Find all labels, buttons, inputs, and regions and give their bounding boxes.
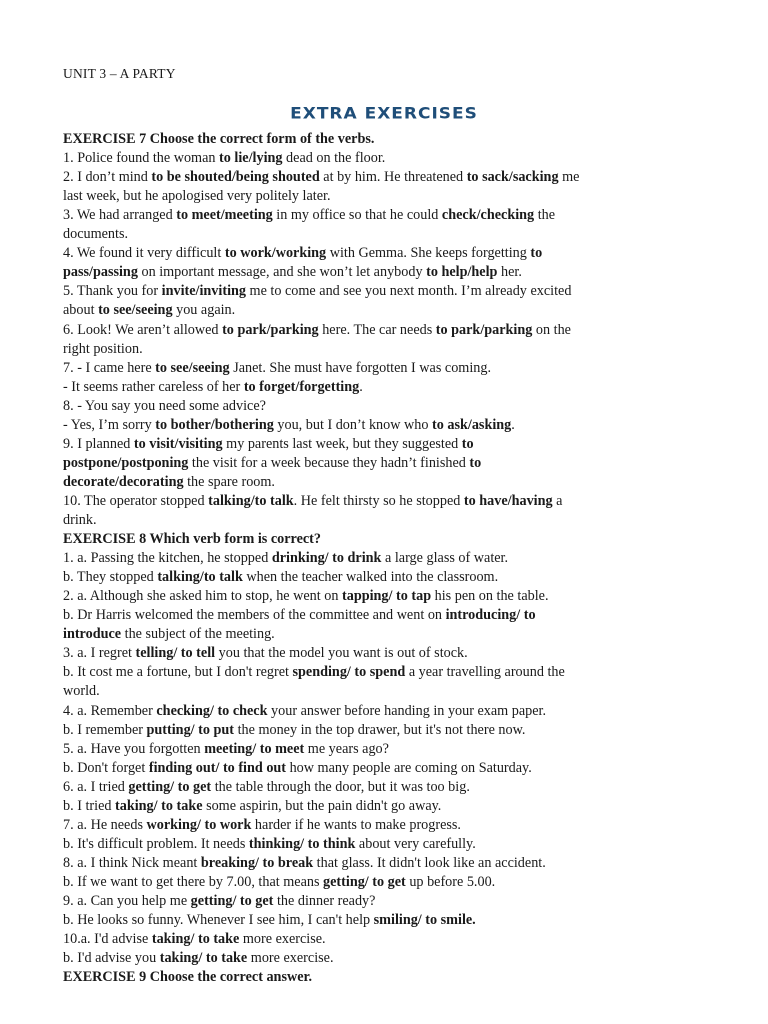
text-line	[63, 968, 312, 987]
bold-option: smiling/ to smile.	[373, 912, 476, 929]
text-run: a	[552, 492, 563, 509]
bold-option: check/checking	[441, 207, 535, 224]
text-run: up before 5.00.	[405, 873, 496, 890]
bold-option: tapping/ to tap	[342, 588, 432, 605]
bold-option: to work/working	[224, 245, 327, 262]
text-run: - Yes, I’m sorry	[63, 416, 156, 433]
text-line	[63, 206, 555, 225]
bold-option: getting/ to get	[128, 778, 212, 795]
text-line	[63, 568, 498, 587]
text-run: 10. The operator stopped	[63, 492, 209, 509]
bold-option: breaking/ to break	[200, 854, 314, 871]
text-run: 5. Thank you for	[63, 283, 162, 300]
text-run: 3. We had arranged	[63, 207, 177, 224]
text-line	[63, 854, 546, 873]
text-line	[63, 511, 97, 530]
text-run: 8. - You say you need some advice?	[63, 397, 266, 414]
text-run: .	[511, 416, 515, 433]
text-run: in my office so that he could	[272, 207, 442, 224]
text-line	[63, 682, 100, 701]
text-run: 2. a. Although she asked him to stop, he went on	[63, 588, 342, 605]
text-run: b. I remember	[63, 721, 147, 738]
bold-option: drinking/ to drink	[271, 550, 382, 567]
bold-option: EXERCISE 9 Choose the correct answer.	[63, 969, 313, 986]
bold-option: to be shouted/being shouted	[151, 169, 320, 186]
text-run: b. It's difficult problem. It needs	[63, 835, 249, 852]
text-line	[63, 359, 491, 378]
text-run: b. Dr Harris welcomed the members of the committee and went on	[63, 607, 446, 624]
text-run: right position.	[63, 340, 143, 357]
text-run: b. I'd advise you	[63, 950, 160, 967]
text-line	[63, 263, 522, 282]
text-run: her.	[497, 264, 522, 281]
text-run: 5. a. Have you forgotten	[63, 740, 205, 757]
text-run: me years ago?	[304, 740, 389, 757]
text-run: 1. Police found the woman	[63, 150, 220, 167]
text-line	[63, 892, 375, 911]
bold-option: decorate/decorating	[63, 473, 184, 490]
bold-option: introduce	[63, 626, 122, 643]
text-run: 10.a. I'd advise	[63, 931, 152, 948]
text-run: 9. I planned	[63, 435, 134, 452]
text-run: . He felt thirsty so he stopped	[293, 492, 464, 509]
bold-option: pass/passing	[63, 264, 138, 281]
text-run: - It seems rather careless of her	[63, 378, 244, 395]
text-run: 1. a. Passing the kitchen, he stopped	[63, 550, 272, 567]
bold-option: to	[461, 435, 474, 452]
text-run: on the	[532, 321, 571, 338]
text-run: dead on the floor.	[282, 150, 386, 167]
text-line	[63, 168, 579, 187]
text-line	[63, 911, 476, 930]
text-run: his pen on the table.	[431, 588, 549, 605]
text-run: more exercise.	[239, 931, 326, 948]
text-run: 6. a. I tried	[63, 778, 129, 795]
text-line	[63, 797, 441, 816]
text-line	[63, 816, 461, 835]
text-line	[63, 663, 565, 682]
bold-option: introducing/ to	[445, 607, 536, 624]
text-line	[63, 721, 525, 740]
text-line	[63, 702, 546, 721]
text-line	[63, 530, 321, 549]
text-line	[63, 282, 571, 301]
text-run: me to come and see you next month. I’m already excited	[246, 283, 572, 300]
text-line	[63, 378, 363, 397]
text-run: 9. a. Can you help me	[63, 893, 191, 909]
text-line	[63, 873, 495, 892]
text-run: here. The car needs	[318, 321, 436, 338]
text-run: b. I tried	[63, 797, 116, 814]
text-run: you, but I don’t know who	[273, 416, 433, 433]
bold-option: to visit/visiting	[133, 435, 223, 452]
text-line	[63, 759, 532, 778]
text-run: at by him. He threatened	[319, 169, 467, 186]
text-line	[63, 549, 508, 568]
text-line	[63, 435, 474, 454]
bold-option: thinking/ to think	[248, 835, 356, 852]
text-line	[63, 606, 536, 625]
bold-option: meeting/ to meet	[204, 740, 305, 757]
text-line	[63, 187, 331, 206]
text-run: when the teacher walked into the classroom.	[242, 569, 499, 586]
text-line	[63, 949, 334, 968]
bold-option: working/ to work	[146, 816, 252, 833]
bold-option: telling/ to tell	[135, 645, 216, 662]
text-run: the table through the door, but it was too big.	[211, 778, 470, 795]
text-run: b. If we want to get there by 7.00, that means	[63, 873, 324, 890]
bold-option: to	[469, 454, 482, 471]
bold-option: EXERCISE 8 Which verb form is correct?	[63, 531, 321, 548]
text-line	[63, 225, 128, 244]
page-title: EXTRA EXERCISES	[290, 104, 478, 124]
text-run: 7. - I came here	[63, 359, 156, 376]
bold-option: checking/ to check	[156, 702, 268, 719]
bold-option: to have/having	[463, 492, 553, 509]
text-run: you again.	[172, 302, 236, 319]
bold-option: talking/to talk	[157, 569, 243, 586]
text-run: .	[359, 378, 363, 395]
text-run: a year travelling around the	[405, 664, 565, 681]
text-line	[63, 130, 374, 149]
text-run: 6. Look! We aren’t allowed	[63, 321, 223, 338]
text-line	[63, 740, 389, 759]
bold-option: to bother/bothering	[155, 416, 274, 433]
text-run: about	[63, 302, 99, 319]
text-run: the dinner ready?	[273, 893, 376, 909]
text-run: my parents last week, but they suggested	[222, 435, 462, 452]
text-run: more exercise.	[247, 950, 334, 967]
text-run: how many people are coming on Saturday.	[286, 759, 532, 776]
bold-option: spending/ to spend	[292, 664, 406, 681]
bold-option: to help/help	[426, 264, 498, 281]
bold-option: to park/parking	[435, 321, 533, 338]
bold-option: getting/ to get	[190, 893, 274, 909]
text-line	[63, 625, 275, 644]
bold-option: to see/seeing	[98, 302, 173, 319]
text-run: 2. I don’t mind	[63, 169, 152, 186]
bold-option: postpone/postponing	[63, 454, 189, 471]
text-run: b. Don't forget	[63, 759, 149, 776]
bold-option: to park/parking	[222, 321, 319, 338]
text-run: last week, but he apologised very politely later.	[63, 188, 331, 205]
text-run: 4. We found it very difficult	[63, 245, 225, 262]
text-run: the spare room.	[183, 473, 275, 490]
text-run: the subject of the meeting.	[121, 626, 275, 643]
text-line	[63, 930, 326, 949]
text-line	[63, 397, 266, 416]
bold-option: talking/to talk	[208, 492, 294, 509]
bold-option: to sack/sacking	[466, 169, 559, 186]
text-run: documents.	[63, 226, 129, 243]
bold-option: taking/ to take	[151, 931, 240, 948]
text-line	[63, 492, 562, 511]
text-run: that glass. It didn't look like an accident.	[313, 854, 546, 871]
text-line	[63, 835, 476, 854]
text-run: 8. a. I think Nick meant	[63, 854, 201, 871]
bold-option: finding out/ to find out	[148, 759, 287, 776]
text-run: b. They stopped	[63, 569, 158, 586]
text-run: drink.	[63, 512, 97, 528]
text-run: 4. a. Remember	[63, 702, 157, 719]
bold-option: to	[530, 245, 543, 262]
bold-option: taking/ to take	[115, 797, 203, 814]
bold-option: putting/ to put	[146, 721, 235, 738]
text-run: 3. a. I regret	[63, 645, 136, 662]
text-line	[63, 321, 571, 340]
bold-option: to ask/asking	[432, 416, 512, 433]
text-run: me	[558, 169, 580, 186]
text-run: b. He looks so funny. Whenever I see him, I can't help	[63, 912, 374, 929]
text-run: about very carefully.	[355, 835, 476, 852]
bold-option: to see/seeing	[155, 359, 230, 376]
unit-heading: UNIT 3 – A PARTY	[63, 66, 176, 81]
bold-option: getting/ to get	[323, 873, 406, 890]
text-run: the	[534, 207, 556, 224]
text-run: the money in the top drawer, but it's not there now.	[234, 721, 526, 738]
text-line	[63, 778, 470, 797]
bold-option: invite/inviting	[161, 283, 246, 300]
text-run: you that the model you want is out of stock.	[215, 645, 468, 662]
text-line	[63, 301, 235, 320]
text-run: b. It cost me a fortune, but I don't regret	[63, 664, 293, 681]
text-line	[63, 244, 542, 263]
text-run: your answer before handing in your exam paper.	[267, 702, 547, 719]
bold-option: to forget/forgetting	[243, 378, 360, 395]
text-run: the visit for a week because they hadn’t finished	[188, 454, 470, 471]
text-line	[63, 587, 549, 606]
bold-option: taking/ to take	[159, 950, 248, 967]
text-line	[63, 454, 481, 473]
text-run: Janet. She must have forgotten I was coming.	[229, 359, 492, 376]
text-run: some aspirin, but the pain didn't go away.	[202, 797, 442, 814]
text-run: harder if he wants to make progress.	[251, 816, 461, 833]
text-line	[63, 416, 515, 435]
text-line	[63, 473, 275, 492]
bold-option: to lie/lying	[219, 150, 283, 167]
text-line	[63, 340, 143, 359]
text-line	[63, 149, 385, 168]
text-run: world.	[63, 683, 100, 700]
text-run: on important message, and she won’t let anybody	[137, 264, 427, 281]
text-run: a large glass of water.	[381, 550, 509, 567]
text-line	[63, 644, 468, 663]
text-run: with Gemma. She keeps forgetting	[326, 245, 531, 262]
bold-option: EXERCISE 7 Choose the correct form of the verbs.	[63, 131, 375, 147]
text-run: 7. a. He needs	[63, 816, 147, 833]
bold-option: to meet/meeting	[176, 207, 273, 224]
